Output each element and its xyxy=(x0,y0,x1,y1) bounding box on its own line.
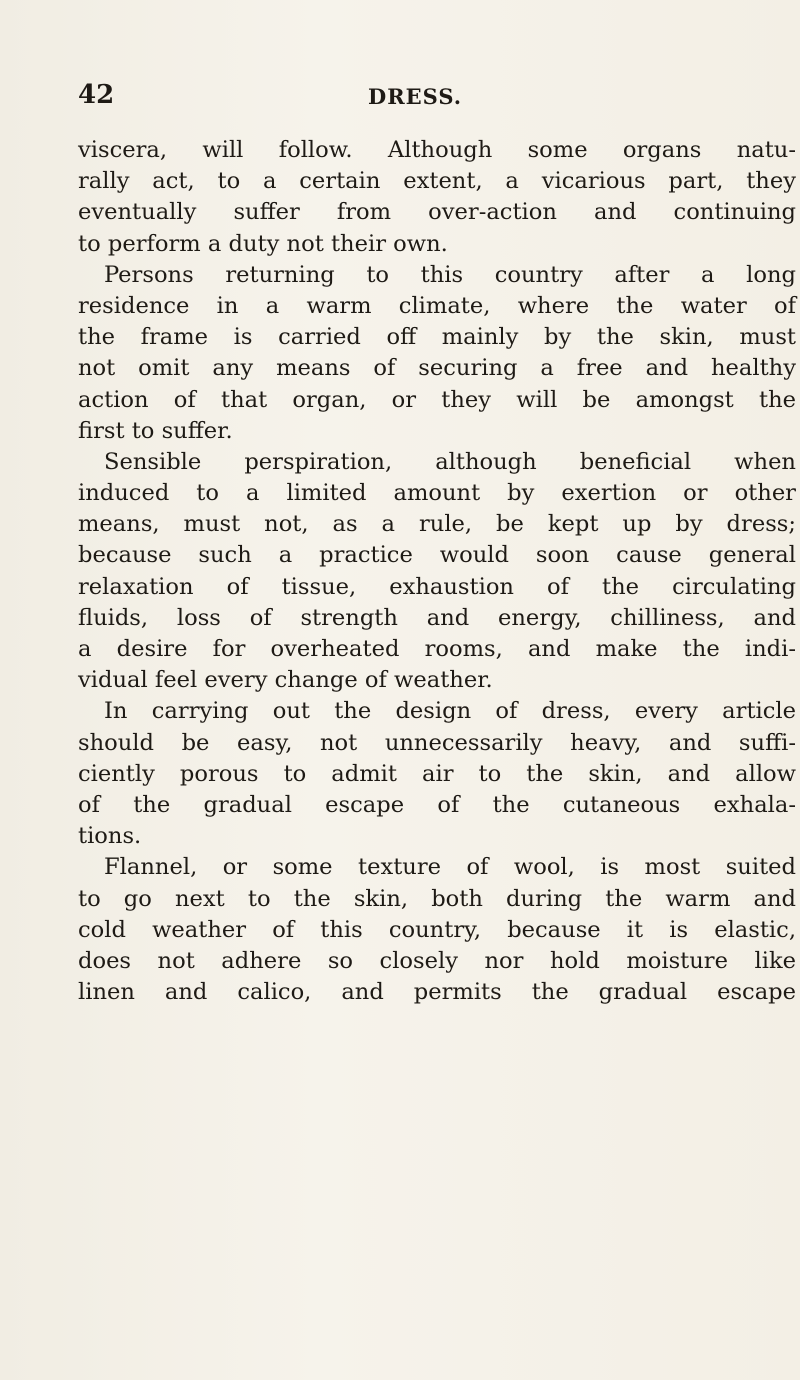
text-line: In carrying out the design of dress, every article xyxy=(104,698,796,725)
text-line: vidual feel every change of weather. xyxy=(78,667,493,694)
text-line: fluids, loss of strength and energy, chilliness, and xyxy=(78,604,796,631)
text-line: the frame is carried off mainly by the skin, must xyxy=(78,324,796,351)
body-text xyxy=(78,135,796,1008)
text-line: because such a practice would soon cause general xyxy=(78,542,796,569)
text-line: relaxation of tissue, exhaustion of the circulating xyxy=(78,573,796,600)
text-line: ciently porous to admit air to the skin, and allow xyxy=(78,760,796,787)
text-line: a desire for overheated rooms, and make the indi- xyxy=(78,636,796,662)
text-line: rally act, to a certain extent, a vicarious part, they xyxy=(78,168,796,195)
text-line: viscera, will follow. Although some organs natu- xyxy=(78,137,796,163)
text-line: linen and calico, and permits the gradual escape xyxy=(78,979,796,1006)
page-number: 42 xyxy=(78,80,115,110)
text-line: action of that organ, or they will be amongst the xyxy=(78,386,796,413)
text-line: not omit any means of securing a free and healthy xyxy=(78,355,796,382)
text-line: Flannel, or some texture of wool, is most suited xyxy=(104,854,796,881)
text-line: Sensible perspiration, although beneficial when xyxy=(104,448,796,475)
text-line: induced to a limited amount by exertion or other xyxy=(78,480,796,507)
text-line: means, must not, as a rule, be kept up by dress; xyxy=(78,511,796,538)
text-line: residence in a warm climate, where the water of xyxy=(78,292,796,319)
text-line: eventually suffer from over-action and continuing xyxy=(78,199,796,226)
page-header xyxy=(78,80,728,116)
text-line: to go next to the skin, both during the warm and xyxy=(78,885,796,912)
running-head: DRESS. xyxy=(368,84,463,109)
text-line: should be easy, not unnecessarily heavy, and suffi- xyxy=(78,729,796,756)
text-line: first to suffer. xyxy=(78,417,233,444)
text-line: does not adhere so closely nor hold moisture like xyxy=(78,947,796,974)
text-line: tions. xyxy=(78,823,142,850)
text-line: cold weather of this country, because it is elastic, xyxy=(78,916,796,943)
text-line: to perform a duty not their own. xyxy=(78,230,448,257)
text-line: of the gradual escape of the cutaneous exhala- xyxy=(78,791,796,818)
text-line: Persons returning to this country after a long xyxy=(104,261,796,288)
